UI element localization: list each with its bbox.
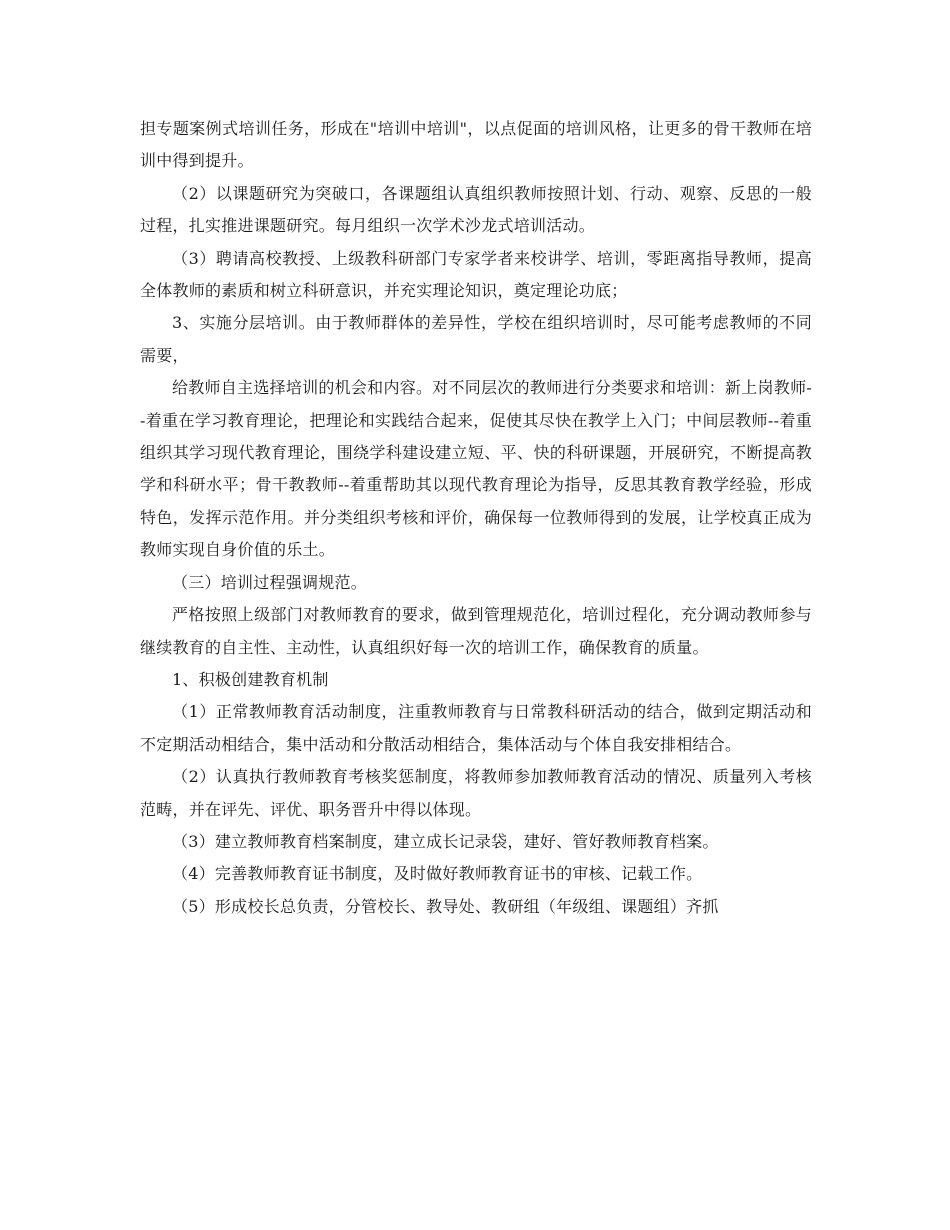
paragraph-5: 给教师自主选择培训的机会和内容。对不同层次的教师进行分类要求和培训：新上岗教师--着重在学习教育理论，把理论和实践结合起来，促使其尽快在教学上入门；中间层教师--着重组织其学习现代教育理论，围绕学科建设建立短、平、快的科研课题，开展研究，不断提高教学和科研水平；骨干教教师--着重帮助其以现代教育理论为指导，反思其教育教学经验，形成特色，发挥示范作用。并分类组织考核和评价，确保每一位教师得到的发展，让学校真正成为教师实现自身价值的乐土。 — [140, 378, 812, 560]
paragraph-10: （2）认真执行教师教育考核奖惩制度，将教师参加教师教育活动的情况、质量列入考核范畴，并在评先、评优、职务晋升中得以体现。 — [140, 767, 812, 819]
document-body — [140, 113, 812, 923]
paragraph-12: （4）完善教师教育证书制度，及时做好教师教育证书的审核、记载工作。 — [172, 864, 703, 884]
paragraph-6: （三）培训过程强调规范。 — [172, 572, 368, 592]
paragraph-2: （2）以课题研究为突破口，各课题组认真组织教师按照计划、行动、观察、反思的一般过程，扎实推进课题研究。每月组织一次学术沙龙式培训活动。 — [140, 183, 812, 236]
paragraph-13: （5）形成校长总负责，分管校长、教导处、教研组（年级组、课题组）齐抓 — [172, 896, 719, 916]
paragraph-11: （3）建立教师教育档案制度，建立成长记录袋，建好、管好教师教育档案。 — [172, 831, 719, 851]
paragraph-1: 担专题案例式培训任务，形成在"培训中培训"，以点促面的培训风格，让更多的骨干教师在培训中得到提升。 — [140, 119, 812, 171]
paragraph-9: （1）正常教师教育活动制度，注重教师教育与日常教科研活动的结合，做到定期活动和不定期活动相结合，集中活动和分散活动相结合，集体活动与个体自我安排相结合。 — [140, 702, 812, 754]
paragraph-8: 1、积极创建教育机制 — [172, 669, 329, 689]
paragraph-3: （3）聘请高校教授、上级教科研部门专家学者来校讲学、培训，零距离指导教师，提高全体教师的素质和树立科研意识，并充实理论知识，奠定理论功底； — [140, 248, 812, 301]
paragraph-7: 严格按照上级部门对教师教育的要求，做到管理规范化，培训过程化，充分调动教师参与继续教育的自主性、主动性，认真组织好每一次的培训工作，确保教育的质量。 — [140, 605, 812, 657]
paragraph-4: 3、实施分层培训。由于教师群体的差异性，学校在组织培训时，尽可能考虑教师的不同需要， — [140, 313, 812, 365]
